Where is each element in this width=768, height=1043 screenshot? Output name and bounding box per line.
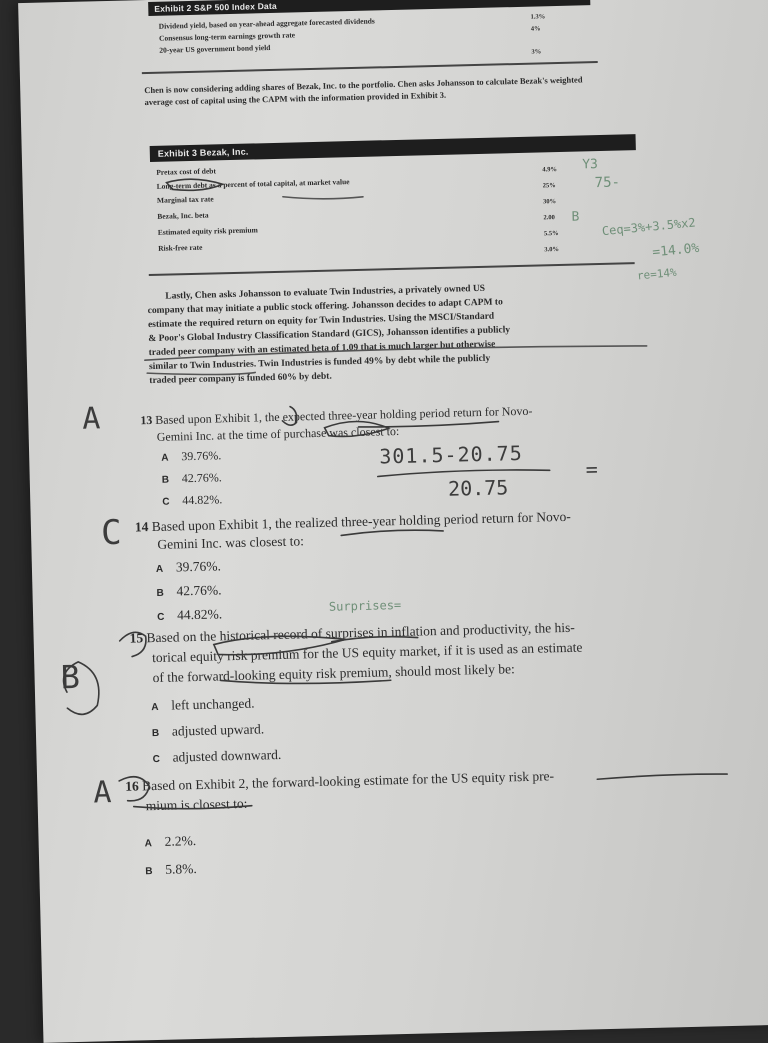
option-key: B	[156, 587, 164, 599]
handwritten-note: B	[571, 209, 580, 225]
exhibit-3-row: Long-term debt as a percent of total capital, at market value	[156, 177, 350, 191]
handwritten-answer: A	[93, 775, 112, 811]
question-text: Based upon Exhibit 1, the realized three-year holding period return for Novo-	[151, 508, 571, 535]
question-text: of the forward-looking equity risk premium, should most likely be:	[152, 661, 515, 686]
paragraph-line: company that may initiate a public stock offering. Johansson decides to adapt CAPM to	[147, 297, 503, 317]
intro-paragraph: Chen is now considering adding shares of Bezak, Inc. to the portfolio. Chen asks Johansson to calculate Bezak's weighted average cost of capital using the CAPM with the information provided in Exhibit 3.	[144, 74, 583, 108]
exhibit-3-value: 4.9%	[542, 166, 558, 174]
circle-mark	[166, 178, 222, 191]
underline-mark	[283, 195, 363, 200]
underline-mark	[597, 773, 727, 779]
option-key: A	[161, 452, 169, 464]
handwritten-note: 75-	[594, 174, 621, 192]
question-text: Gemini Inc. was closest to:	[157, 533, 305, 552]
option-text: 44.82%.	[182, 492, 223, 508]
fraction-line	[378, 469, 550, 477]
option-key: A	[151, 701, 159, 714]
exhibit-2-row: 20-year US government bond yield	[159, 43, 271, 55]
question-text: Based on the historical record of surprises in inflation and productivity, the his-	[146, 619, 575, 646]
underline-mark	[145, 343, 647, 360]
underline-mark	[221, 676, 391, 685]
handwritten-answer: C	[100, 512, 123, 554]
paragraph-line: estimate the required return on equity for Twin Industries. Using the MSCI/Standard	[147, 311, 495, 331]
exhibit-3-row: Risk-free rate	[158, 242, 203, 253]
paragraph-line: Lastly, Chen asks Johansson to evaluate Twin Industries, a privately owned US	[165, 283, 486, 302]
handwritten-answer: A	[81, 401, 101, 437]
question-text: torical equity risk premium for the US equity market, if it is used as an estimate	[151, 639, 583, 666]
handwritten-ink-strokes	[18, 0, 768, 1043]
question-text: Based on Exhibit 2, the forward-looking estimate for the US equity risk pre-	[141, 768, 555, 794]
option-text: adjusted downward.	[172, 746, 282, 765]
textbook-page	[18, 0, 768, 1043]
option-text: adjusted upward.	[171, 721, 265, 739]
underline-mark	[134, 804, 252, 810]
option-text: 44.82%.	[176, 606, 223, 623]
circle-mark	[63, 661, 99, 714]
paragraph-line: similar to Twin Industries. Twin Industries is funded 49% by debt while the publicly	[148, 353, 491, 373]
underline-mark	[147, 370, 255, 376]
question-text: Based upon Exhibit 1, the expected three-year holding period return for Novo-	[155, 403, 533, 427]
underline-mark	[341, 529, 443, 535]
circle-mark	[214, 635, 346, 656]
circle-mark	[120, 632, 147, 657]
exhibit-2-value: 1.3%	[530, 13, 546, 21]
circle-mark	[324, 421, 388, 437]
circle-mark	[282, 406, 297, 425]
exhibit-2-title: Exhibit 2 S&P 500 Index Data	[154, 0, 277, 14]
option-text: 5.8%.	[165, 861, 197, 877]
option-key: A	[155, 563, 164, 575]
question-number: 14	[134, 519, 149, 535]
option-key: B	[161, 474, 170, 486]
handwritten-calc: re=14%	[636, 265, 678, 283]
handwritten-note: Surprises=	[328, 597, 402, 614]
option-key: B	[151, 727, 160, 740]
exhibit-3-value: 25%	[542, 182, 556, 190]
option-key: C	[162, 496, 170, 508]
question-text: Gemini Inc. at the time of purchase was closest to:	[156, 423, 400, 444]
handwritten-calc: =14.0%	[651, 240, 700, 261]
exhibit-3-value: 5.5%	[543, 230, 559, 238]
option-text: 42.76%.	[181, 470, 222, 486]
option-text: 39.76%.	[175, 558, 222, 575]
handwritten-calc: 301.5-20.75	[379, 440, 523, 469]
option-key: A	[144, 838, 153, 850]
option-text: 42.76%.	[176, 582, 222, 599]
option-text: 39.76%.	[181, 448, 222, 464]
exhibit-3-row: Estimated equity risk premium	[157, 225, 258, 237]
handwritten-calc: 20.75	[447, 475, 509, 501]
paragraph-line: & Poor's Global Industry Classification Standard (GICS), Johansson identifies a publicly	[148, 325, 511, 345]
option-key: B	[145, 866, 153, 878]
exhibit-3-value: 3.0%	[544, 246, 560, 254]
exhibit-3-row: Marginal tax rate	[156, 194, 214, 205]
option-key: C	[152, 753, 161, 766]
option-key: C	[157, 611, 165, 623]
exhibit-3-row: Bezak, Inc. beta	[157, 210, 209, 221]
paragraph-line: traded peer company is funded 60% by debt.	[149, 371, 332, 387]
circle-mark	[119, 776, 150, 801]
handwritten-note: Y3	[582, 157, 599, 173]
exhibit-2-row: Consensus long-term earnings growth rate	[158, 30, 296, 43]
question-number: 16	[125, 778, 139, 794]
exhibit-2-value: 4%	[530, 25, 541, 33]
handwritten-calc: Ceq=3%+3.5%x2	[601, 215, 697, 239]
paragraph-line: traded peer company with an estimated beta of 1.09 that is much larger but otherwise	[148, 339, 496, 359]
handwritten-equals: =	[585, 457, 599, 482]
exhibit-2-row: Dividend yield, based on year-ahead aggregate forecasted dividends	[158, 16, 375, 31]
question-number: 13	[140, 413, 153, 428]
handwritten-answer: B	[60, 657, 81, 697]
exhibit-3-value: 30%	[543, 198, 557, 206]
question-number: 15	[129, 630, 144, 646]
exhibit-3-title: Exhibit 3 Bezak, Inc.	[157, 146, 249, 159]
exhibit-3-row: Pretax cost of debt	[156, 166, 217, 177]
exhibit-3-value: 2.00	[543, 214, 555, 222]
exhibit-2-value: 3%	[531, 48, 542, 56]
option-text: 2.2%.	[164, 833, 197, 849]
option-text: left unchanged.	[171, 695, 255, 713]
question-text: mium is closest to:	[145, 795, 248, 814]
